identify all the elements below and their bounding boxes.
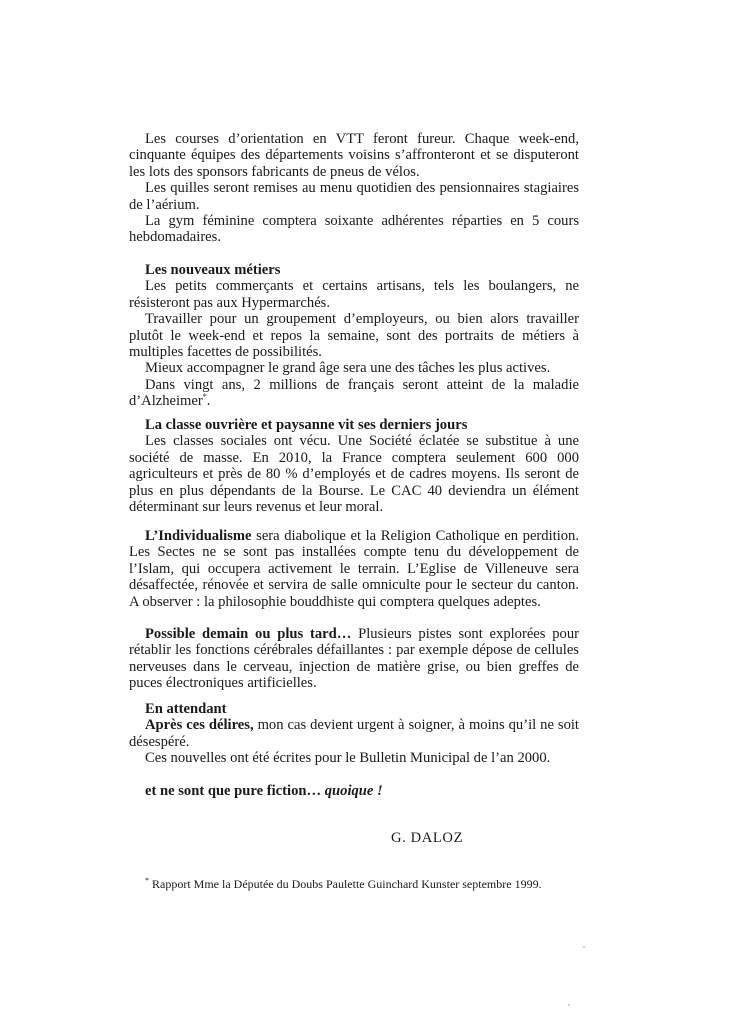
- closing-section: [129, 783, 579, 799]
- heading-nouveaux-metiers: Les nouveaux métiers: [145, 262, 281, 278]
- individualisme-section: [129, 528, 579, 610]
- paragraph-individualisme: [129, 528, 579, 610]
- scan-speck: [583, 946, 585, 948]
- paragraph-gym: La gym féminine comptera soixante adhérentes réparties en 5 cours hebdomadaires.: [129, 213, 579, 246]
- classe-section: [129, 417, 579, 515]
- closing-line: [129, 783, 579, 799]
- paragraph-classes-sociales: Les classes sociales ont vécu. Une Société éclatée se substitue à une société de masse. En 2010, la France comptera seulement 600 000 agriculteurs et près de 80 % d’employés et de cadres moyens. Ils seront de plus en plus dépendants de la Bourse. Le CAC 40 deviendra un élément déterminant sur leurs revenus et leur moral.: [129, 433, 579, 516]
- footnote-reference-mark: *: [202, 392, 207, 402]
- possible-lead: Possible demain ou plus tard…: [145, 626, 352, 642]
- paragraph-vtt: Les courses d’orientation en VTT feront fureur. Chaque week-end, cinquante équipes des départements voisins s’affronteront et se disputeront les lots des sponsors fabricants de pneus de vélos.: [129, 131, 579, 180]
- closing-bold: et ne sont que pure fiction…: [145, 783, 325, 799]
- closing-italic: quoique !: [324, 783, 383, 799]
- paragraph-employeurs: Travailler pour un groupement d’employeurs, ou bien alors travailler plutôt le week-end et repos la semaine, sont des portraits de métiers à multiples facettes de possibilités.: [129, 311, 579, 361]
- footnote-mark: *: [145, 876, 149, 885]
- attendant-section: [129, 701, 579, 767]
- metiers-section: [129, 262, 579, 410]
- heading-classe-ouvriere: La classe ouvrière et paysanne vit ses derniers jours: [145, 417, 468, 433]
- paragraph-grand-age: Mieux accompagner le grand âge sera une des tâches les plus actives.: [145, 360, 551, 377]
- paragraph-alzheimer: [129, 377, 579, 410]
- paragraph-commercants: Les petits commerçants et certains artisans, tels les boulangers, ne résisteront pas aux Hypermarchés.: [129, 278, 579, 311]
- possible-text: Plusieurs pistes sont explorées pour rétablir les fonctions cérébrales défaillantes : par exemple dépose de cellules nerveuses dans le cerveau, injection de matière grise, ou bien greffes de puces électroniques artificielles.: [129, 626, 579, 692]
- attendant-lead: Après ces délires,: [145, 717, 254, 734]
- author-signature: G. DALOZ: [391, 830, 464, 846]
- paragraph-deliries: [129, 717, 579, 750]
- paragraph-possible: [129, 626, 579, 692]
- heading-en-attendant: En attendant: [145, 701, 227, 717]
- paragraph-quilles: Les quilles seront remises au menu quotidien des pensionnaires stagiaires de l’aérium.: [129, 180, 579, 213]
- alzheimer-text: Dans vingt ans, 2 millions de français seront atteint de la maladie d’Alzheimer: [129, 376, 579, 410]
- possible-section: [129, 626, 579, 692]
- footnote: [145, 877, 605, 891]
- footnote-text: Rapport Mme la Députée du Doubs Paulette Guinchard Kunster septembre 1999.: [152, 877, 542, 891]
- paragraph-bulletin: Ces nouvelles ont été écrites pour le Bulletin Municipal de l’an 2000.: [145, 750, 551, 767]
- individualisme-text: sera diabolique et la Religion Catholique en perdition. Les Sectes ne se sont pas installées compte tenu du développement de l’Islam, qui occupera activement le terrain. L’Eglise de Villeneuve sera désaffectée, rénovée et servira de salle omniculte pour le secteur du canton. A observer : la philosophie bouddhiste qui comptera quelques adeptes.: [129, 528, 579, 610]
- intro-section: [129, 131, 579, 246]
- individualisme-lead: L’Individualisme: [145, 528, 252, 544]
- scan-speck: [568, 1004, 570, 1006]
- alzheimer-period: .: [206, 393, 211, 410]
- attendant-text: mon cas devient urgent à soigner, à moins qu’il ne soit désespéré.: [129, 717, 579, 750]
